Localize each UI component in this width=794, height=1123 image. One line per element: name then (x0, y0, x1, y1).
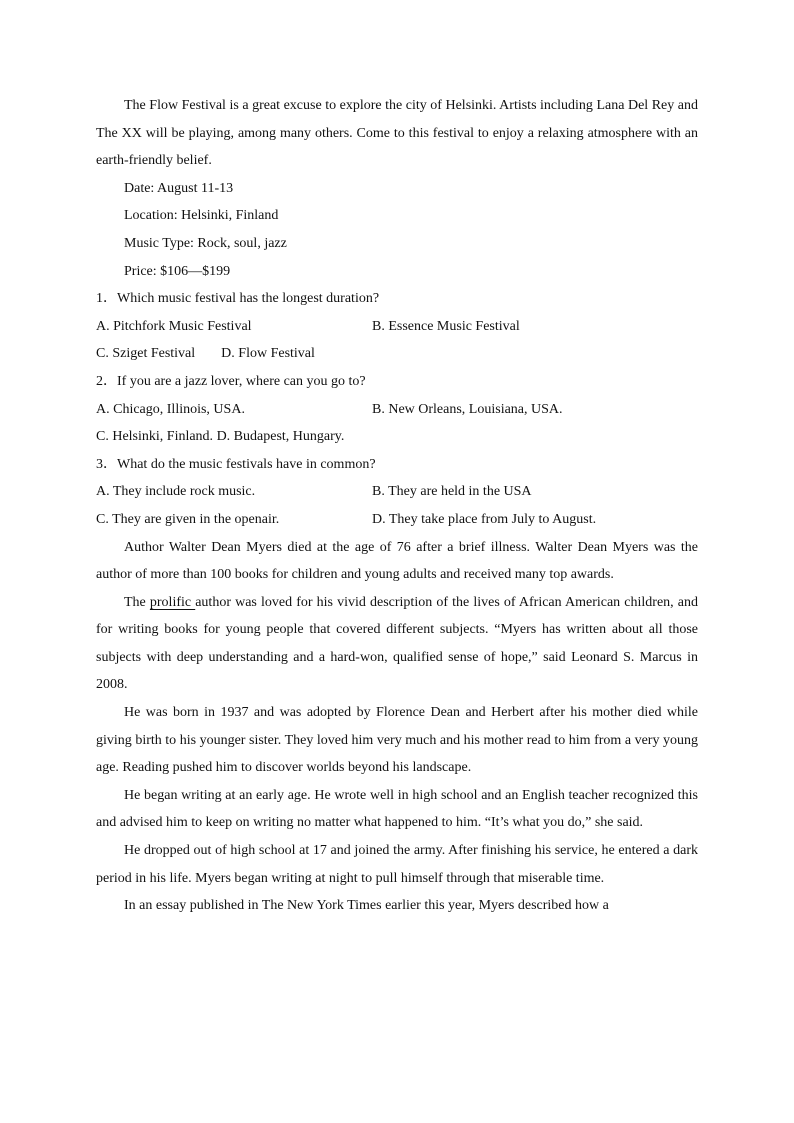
question-3-option-c: C. They are given in the openair. (96, 511, 280, 527)
passage-paragraph-4: He began writing at an early age. He wrote well in high school and an English teacher recognized this and advised him to keep on writing no matter what happened to him. “It’s what you do,” she said. (96, 787, 698, 831)
question-2-options-row-1 (96, 396, 698, 424)
question-3-option-b: B. They are held in the USA (372, 484, 532, 500)
question-2-option-d: D. Budapest, Hungary. (216, 429, 345, 445)
question-3-stem: 3．What do the music festivals have in common? (96, 456, 376, 472)
passage-paragraph-3: He was born in 1937 and was adopted by Florence Dean and Herbert after his mother died while giving birth to his younger sister. They loved him very much and his mother read to him from a very young age. Reading pushed him to discover worlds beyond his landscape. (96, 705, 698, 776)
question-3-option-a: A. They include rock music. (96, 484, 256, 500)
festival-intro: The Flow Festival is a great excuse to explore the city of Helsinki. Artists including Lana Del Rey and The XX will be playing, among many others. Come to this festival to enjoy a relaxing atmosphere with an earth-friendly belief. (96, 98, 698, 169)
question-1-stem: 1．Which music festival has the longest duration? (96, 291, 380, 307)
festival-date: Date: August 11-13 (124, 180, 234, 196)
paragraph-2-rest: author was loved for his vivid description of the lives of African American children, and for writing books for young people that covered different subjects. “Myers has written about all those subjects with deep understanding and a hard-won, qualified sense of hope,” said Leonard S. Marcus in 2008. (96, 594, 698, 693)
question-2-option-c: C. Helsinki, Finland. (96, 429, 214, 445)
festival-location: Location: Helsinki, Finland (124, 208, 279, 224)
question-1-option-d: D. Flow Festival (221, 346, 315, 362)
question-1-option-b: B. Essence Music Festival (372, 318, 520, 334)
question-2-option-a: A. Chicago, Illinois, USA. (96, 401, 245, 417)
document-page (96, 92, 698, 920)
passage-paragraph-1: Author Walter Dean Myers died at the age of 76 after a brief illness. Walter Dean Myers was the author of more than 100 books for children and young adults and received many top awards. (96, 539, 698, 583)
passage-paragraph-5: He dropped out of high school at 17 and joined the army. After finishing his service, he entered a dark period in his life. Myers began writing at night to pull himself through that miserable time. (96, 843, 698, 886)
paragraph-2-lead: The (124, 594, 150, 610)
question-3-options-row-1 (96, 478, 698, 506)
question-1-option-c: C. Sziget Festival (96, 346, 196, 362)
passage-paragraph-2 (96, 589, 698, 699)
question-2-option-b: B. New Orleans, Louisiana, USA. (372, 401, 563, 417)
festival-music-type: Music Type: Rock, soul, jazz (124, 235, 287, 251)
question-1-option-a: A. Pitchfork Music Festival (96, 318, 252, 334)
passage-paragraph-6: In an essay published in The New York Times earlier this year, Myers described how a (124, 898, 609, 914)
question-3-options-row-2 (96, 506, 698, 534)
question-2-stem: 2．If you are a jazz lover, where can you go to? (96, 373, 366, 389)
question-1-options-row-2 (96, 340, 698, 368)
festival-price: Price: $106—$199 (124, 263, 231, 279)
question-3-option-d: D. They take place from July to August. (372, 511, 597, 527)
question-2-options-row-2 (96, 423, 698, 451)
underlined-word-prolific: prolific (149, 594, 196, 610)
question-1-options-row-1 (96, 313, 698, 341)
